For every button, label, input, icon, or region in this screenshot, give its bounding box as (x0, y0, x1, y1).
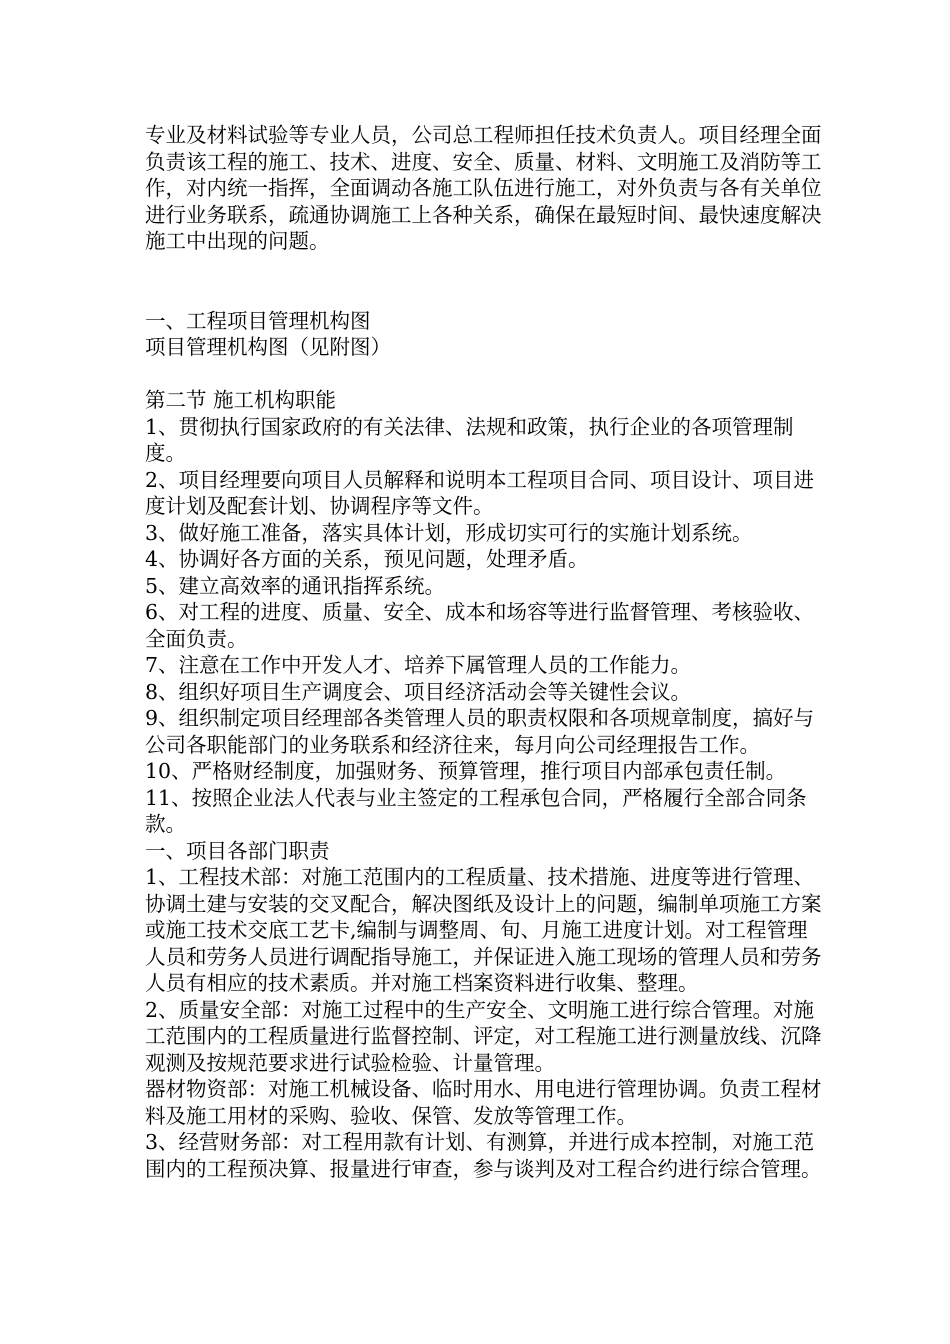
duty-item: 3、做好施工准备，落实具体计划，形成切实可行的实施计划系统。 (145, 520, 753, 545)
duty-item: 4、协调好各方面的关系，预见问题，处理矛盾。 (145, 547, 589, 571)
duty-item: 5、建立高效率的通讯指挥系统。 (145, 573, 446, 598)
spacer (145, 255, 825, 308)
section-heading-departments: 一、项目各部门职责 (145, 838, 330, 863)
department-item: 3、经营财务部：对工程用款有计划、有测算，并进行成本控制，对施工范围内的工程预决算、报量进行审查，参与谈判及对工程合约进行综合管理。 (145, 1130, 822, 1181)
duty-item: 8、组织好项目生产调度会、项目经济活动会等关键性会议。 (145, 679, 692, 704)
section-heading-functions: 第二节 施工机构职能 (145, 388, 337, 412)
document-body (145, 122, 825, 1182)
duty-item: 2、项目经理要向项目人员解释和说明本工程项目合同、项目设计、项目进度计划及配套计划、协调程序等文件。 (145, 467, 815, 518)
department-item: 2、质量安全部：对施工过程中的生产安全、文明施工进行综合管理。对施工范围内的工程质量进行监督控制、评定，对工程施工进行测量放线、沉降观测及按规范要求进行试验检验、计量管理。 (145, 997, 822, 1075)
section-heading-org-chart: 一、工程项目管理机构图 (145, 308, 371, 333)
duty-item: 10、严格财经制度，加强财务、预算管理，推行项目内部承包责任制。 (145, 759, 787, 783)
duty-item: 1、贯彻执行国家政府的有关法律、法规和政策，执行企业的各项管理制度。 (145, 414, 794, 465)
duty-item: 7、注意在工作中开发人才、培养下属管理人员的工作能力。 (145, 653, 692, 677)
duty-item: 9、组织制定项目经理部各类管理人员的职责权限和各项规章制度，搞好与公司各职能部门的业务联系和经济往来，每月向公司经理报告工作。 (145, 706, 815, 757)
department-item: 1、工程技术部：对施工范围内的工程质量、技术措施、进度等进行管理、协调土建与安装的交叉配合，解决图纸及设计上的问题，编制单项施工方案或施工技术交底工艺卡,编制与调整周、旬、月施工进度计划。对工程管理人员和劳务人员进行调配指导施工，并保证进入施工现场的管理人员和劳务人员有相应的技术素质。并对施工档案资料进行收集、整理。 (145, 865, 822, 995)
org-chart-note: 项目管理机构图（见附图） (145, 335, 391, 359)
duty-item: 6、对工程的进度、质量、安全、成本和场容等进行监督管理、考核验收、全面负责。 (145, 600, 815, 651)
spacer (145, 361, 825, 388)
duty-item: 11、按照企业法人代表与业主签定的工程承包合同，严格履行全部合同条款。 (145, 785, 807, 836)
intro-paragraph: 专业及材料试验等专业人员，公司总工程师担任技术负责人。项目经理全面负责该工程的施工、技术、进度、安全、质量、材料、文明施工及消防等工作，对内统一指挥，全面调动各施工队伍进行施工，对外负责与各有关单位进行业务联系，疏通协调施工上各种关系，确保在最短时间、最快速度解决施工中出现的问题。 (145, 123, 822, 253)
department-item: 器材物资部：对施工机械设备、临时用水、用电进行管理协调。负责工程材料及施工用材的采购、验收、保管、发放等管理工作。 (145, 1077, 822, 1128)
